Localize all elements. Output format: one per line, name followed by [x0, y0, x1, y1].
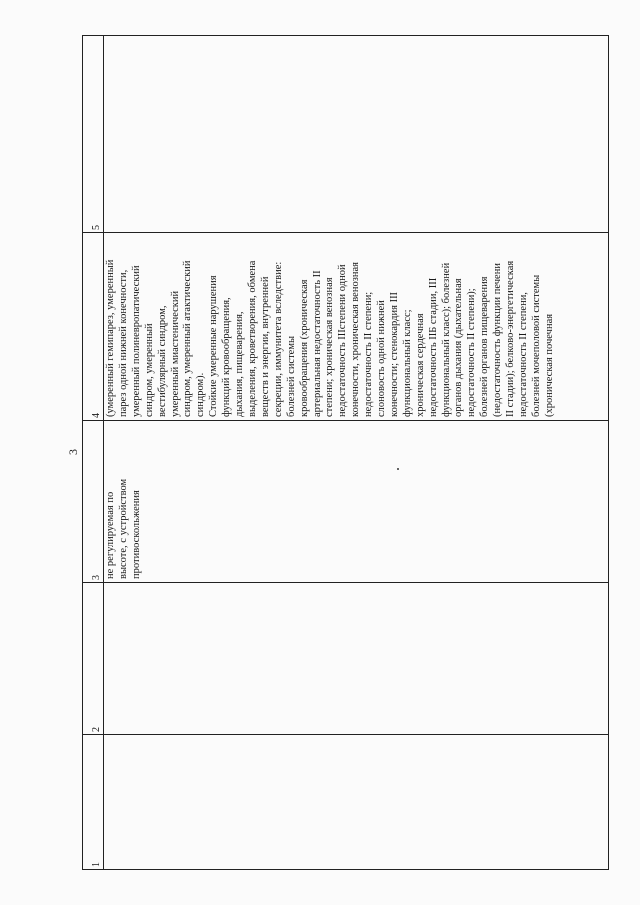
text-line: II стадии); белково-энергетическая [505, 260, 517, 417]
text-line: противоскольжения [130, 490, 142, 579]
equipment-description [105, 423, 144, 579]
table-cell-4 [103, 232, 608, 420]
text-line: болезней мочеполовой системы [530, 274, 542, 417]
column-number: 4 [91, 413, 102, 418]
table-cell-2 [103, 582, 608, 734]
column-number: 1 [91, 862, 102, 867]
scan-speck [397, 468, 399, 470]
text-line: конечности; стенокардия III [388, 291, 400, 417]
text-line: веществ и энергии, внутренней [259, 276, 271, 417]
table-header-row [83, 36, 104, 869]
impairments-description [105, 235, 557, 417]
text-line: парез одной нижней конечности, [117, 269, 129, 417]
header-cell-3 [83, 420, 103, 582]
text-line: недостаточность IIБ стадии, III [427, 277, 439, 417]
text-line: умеренный полиневропатический [130, 265, 142, 417]
table-row [103, 36, 608, 869]
column-number: 3 [91, 575, 102, 580]
header-cell-2 [83, 582, 103, 734]
text-line: слоновость одной нижней [376, 300, 388, 417]
text-line: артериальная недостаточность II [311, 270, 323, 417]
text-line: секреции, иммунитета вследствие: [272, 261, 284, 417]
header-cell-4 [83, 232, 103, 420]
page-number: 3 [66, 449, 80, 455]
text-line: (умеренный гемипарез, умеренный [105, 259, 116, 417]
text-line: функций кровообращения, [221, 297, 233, 417]
text-line: синдром, умеренный атактический [182, 260, 194, 417]
text-line: органов дыхания (дыхательная [453, 278, 465, 417]
text-line: функциональный класс; [401, 309, 413, 417]
text-line: недостаточность II степени); [466, 288, 478, 417]
column-number: 2 [91, 727, 102, 732]
text-line: хроническая сердечная [414, 313, 426, 417]
text-line: умеренный миастенический [169, 290, 181, 417]
text-line: конечности, хроническая венозная [350, 262, 362, 417]
text-line: Стойкие умеренные нарушения [208, 275, 220, 417]
text-line: выделения, кроветворения, обмена [246, 260, 258, 417]
text-line: болезней системы [285, 335, 297, 417]
text-line: высоте, с устройством [117, 478, 129, 579]
table-cell-3 [103, 420, 608, 582]
text-line: болезней органов пищеварения [479, 276, 491, 417]
text-line: (недостаточность функции печени [492, 263, 504, 417]
text-line: вестибулярный синдром, [156, 305, 168, 417]
header-cell-5 [83, 34, 103, 232]
text-line: недостаточность II степени; [363, 291, 375, 417]
text-line: степени; хроническая венозная [324, 277, 336, 417]
text-line: синдром). [195, 372, 207, 417]
document-table [82, 35, 609, 870]
text-line: недостаточность II степени, [518, 292, 529, 417]
text-line: кровообращения (хроническая [298, 279, 310, 417]
text-line: функциональный класс); болезней [440, 262, 452, 417]
text-line: дыхания, пищеварения, [234, 311, 246, 417]
text-line: (хроническая почечная [543, 313, 555, 417]
column-number: 5 [91, 225, 102, 230]
text-line: недостаточность IIIстепени одной [337, 264, 349, 417]
text-line: синдром, умеренный [143, 323, 155, 417]
header-cell-1 [83, 734, 103, 869]
text-line: не регулируемая по [105, 491, 116, 579]
table-cell-1 [103, 734, 608, 869]
table-cell-5 [103, 34, 608, 232]
